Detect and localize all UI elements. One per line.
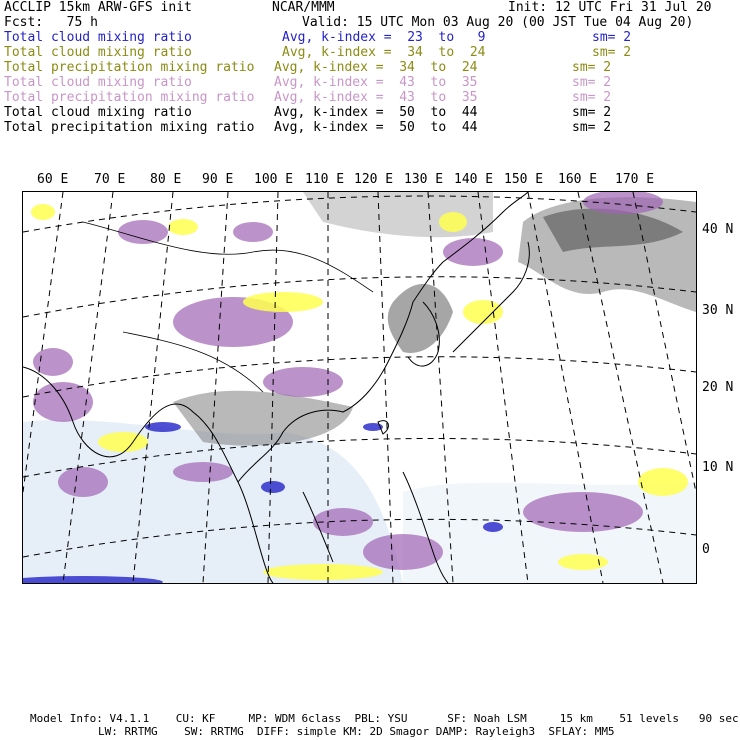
map-title: ACCLIP 15km ARW-GFS init: [4, 0, 192, 15]
longitude-label: 120 E: [354, 172, 394, 187]
longitude-label: 70 E: [94, 172, 126, 187]
legend-kindex: Avg, k-index = 50 to 44: [274, 120, 478, 135]
map-svg: [23, 192, 696, 583]
cloud-patch-yellow: [168, 219, 198, 235]
latitude-label: 30 N: [702, 303, 734, 318]
cloud-patch-purple: [58, 467, 108, 497]
longitude-label: 140 E: [454, 172, 494, 187]
map-panel: [22, 191, 697, 584]
legend-field: Total cloud mixing ratio: [4, 75, 192, 90]
cloud-patch-yellow: [439, 212, 467, 232]
legend-smoothing: sm= 2: [572, 105, 612, 120]
init-time: Init: 12 UTC Fri 31 Jul 20: [508, 0, 712, 15]
legend-kindex: Avg, k-index = 43 to 35: [274, 90, 478, 105]
latitude-line: [23, 357, 696, 397]
cloud-patch-purple: [523, 492, 643, 532]
longitude-label: 150 E: [504, 172, 544, 187]
longitude-label: 80 E: [150, 172, 182, 187]
cloud-patch-purple: [263, 367, 343, 397]
legend-kindex: Avg, k-index = 50 to 44: [274, 105, 478, 120]
legend-kindex: Avg, k-index = 34 to 24: [274, 60, 478, 75]
cloud-patch-yellow: [638, 468, 688, 496]
cloud-patch-purple: [363, 534, 443, 570]
longitude-label: 110 E: [305, 172, 345, 187]
legend-field: Total cloud mixing ratio: [4, 105, 192, 120]
latitude-label: 0: [702, 542, 710, 557]
legend-smoothing: sm= 2: [572, 60, 612, 75]
latitude-label: 10 N: [702, 460, 734, 475]
cloud-patch-yellow: [263, 564, 383, 580]
legend-field: Total precipitation mixing ratio: [4, 120, 255, 135]
longitude-label: 60 E: [37, 172, 69, 187]
data-center: NCAR/MMM: [272, 0, 335, 15]
longitude-label: 100 E: [254, 172, 294, 187]
legend-field: Total cloud mixing ratio: [4, 45, 192, 60]
cloud-patch-purple: [233, 222, 273, 242]
forecast-hour: Fcst: 75 h: [4, 15, 98, 30]
legend-field: Total cloud mixing ratio: [4, 30, 192, 45]
model-info-line2: LW: RRTMG SW: RRTMG DIFF: simple KM: 2D Smagor DAMP: Rayleigh3 SFLAY: MM5: [98, 725, 615, 738]
latitude-label: 40 N: [702, 222, 734, 237]
longitude-label: 90 E: [202, 172, 234, 187]
legend-kindex: Avg, k-index = 43 to 35: [274, 75, 478, 90]
legend-smoothing: sm= 2: [572, 75, 612, 90]
legend-kindex: Avg, k-index = 34 to 24: [282, 45, 486, 60]
longitude-label: 130 E: [404, 172, 444, 187]
cloud-patch-purple: [173, 462, 233, 482]
legend-smoothing: sm= 2: [592, 30, 632, 45]
legend-kindex: Avg, k-index = 23 to 9: [282, 30, 486, 45]
latitude-label: 20 N: [702, 380, 734, 395]
cloud-haze-south: [23, 420, 403, 583]
legend-field: Total precipitation mixing ratio: [4, 90, 255, 105]
cloud-patch-yellow: [558, 554, 608, 570]
cloud-patch-yellow: [463, 300, 503, 324]
cloud-band-north: [303, 192, 493, 237]
legend-field: Total precipitation mixing ratio: [4, 60, 255, 75]
cloud-patch-yellow: [243, 292, 323, 312]
model-info-line1: Model Info: V4.1.1 CU: KF MP: WDM 6class PBL: YSU SF: Noah LSM 15 km 51 levels 90 sec: [30, 712, 739, 725]
cloud-patch-purple: [118, 220, 168, 244]
cloud-patch-blue: [261, 481, 285, 493]
legend-smoothing: sm= 2: [592, 45, 632, 60]
cloud-patch-blue: [145, 422, 181, 432]
longitude-label: 160 E: [558, 172, 598, 187]
longitude-label: 170 E: [615, 172, 655, 187]
legend-smoothing: sm= 2: [572, 120, 612, 135]
cloud-patch-yellow: [98, 432, 148, 452]
cloud-patch-purple: [443, 238, 503, 266]
valid-time: Valid: 15 UTC Mon 03 Aug 20 (00 JST Tue 04 Aug 20): [302, 15, 694, 30]
legend-smoothing: sm= 2: [572, 90, 612, 105]
cloud-patch-blue: [483, 522, 503, 532]
cloud-patch-yellow: [31, 204, 55, 220]
